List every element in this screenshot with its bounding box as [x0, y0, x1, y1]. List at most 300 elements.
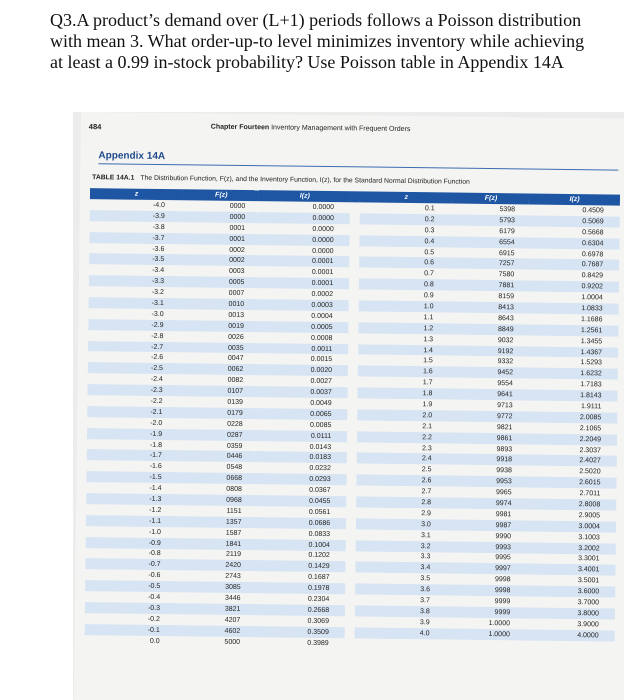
- row-gap-cell: [349, 246, 359, 257]
- right-iz-cell: 1.8143: [527, 390, 618, 402]
- right-fz-cell: 9861: [450, 432, 527, 444]
- row-gap-cell: [349, 257, 359, 268]
- right-iz-cell: 0.7687: [528, 259, 619, 271]
- left-iz-cell: 0.3509: [254, 626, 345, 638]
- right-z-cell: 1.2: [358, 322, 451, 334]
- left-z-cell: -1.1: [86, 515, 179, 527]
- right-iz-cell: 0.9202: [528, 281, 619, 293]
- left-fz-cell: 0668: [180, 472, 257, 484]
- left-fz-cell: 3446: [224, 594, 241, 602]
- left-fz-cell: 0003: [228, 268, 245, 276]
- left-iz-cell: 0.0011: [258, 343, 349, 355]
- right-z-cell: 1.9: [422, 401, 433, 409]
- left-iz-cell: 0.0000: [312, 225, 334, 233]
- left-iz-cell: 0.0001: [259, 256, 350, 268]
- left-z-cell: -3.2: [151, 288, 164, 297]
- left-z-cell: -2.8: [151, 332, 164, 340]
- left-fz-cell: 1151: [226, 507, 242, 515]
- right-iz-cell: 1.3455: [580, 337, 603, 346]
- left-iz-cell: 0.2304: [307, 595, 330, 604]
- left-iz-cell: 0.0005: [258, 321, 349, 333]
- row-gap-cell: [347, 464, 357, 475]
- left-fz-cell: 0808: [226, 485, 242, 494]
- right-z-cell: 2.8: [356, 496, 449, 508]
- row-gap-cell: [345, 605, 355, 616]
- row-gap-cell: [346, 551, 356, 562]
- left-z-cell: -3.7: [89, 232, 182, 244]
- left-fz-cell: 0062: [181, 364, 258, 376]
- right-fz-cell: 9990: [495, 532, 512, 540]
- left-iz-cell: 0.0065: [257, 408, 348, 420]
- left-fz-cell: 1587: [225, 529, 242, 537]
- left-fz-cell: 3821: [178, 603, 255, 615]
- right-iz-cell: 3.6000: [524, 586, 615, 598]
- left-fz-cell: 0179: [180, 407, 257, 419]
- left-fz-cell: 0019: [181, 320, 258, 332]
- row-gap-cell: [348, 366, 358, 377]
- row-gap-cell: [346, 529, 356, 540]
- right-fz-cell: 9995: [495, 554, 511, 562]
- left-z-cell: -0.3: [85, 602, 178, 614]
- right-z-cell: 1.5: [423, 357, 433, 365]
- running-header: [211, 124, 411, 133]
- appendix-rule: [98, 163, 618, 170]
- left-iz-cell: 0.0008: [310, 334, 333, 342]
- right-fz-cell: 1.0000: [447, 628, 524, 640]
- right-iz-cell: 1.2561: [528, 324, 619, 336]
- header-iz: I(z): [259, 190, 350, 202]
- row-gap-cell: [349, 279, 359, 290]
- right-fz-cell: 9938: [496, 467, 512, 475]
- row-gap-cell: [349, 268, 359, 279]
- right-fz-cell: 9032: [497, 336, 514, 344]
- right-iz-cell: 0.8429: [581, 272, 604, 280]
- left-fz-cell: 0548: [226, 464, 243, 472]
- right-iz-cell: 2.6015: [526, 477, 617, 489]
- row-gap-cell: [350, 235, 360, 246]
- right-z-cell: 2.2: [357, 431, 450, 443]
- right-fz-cell: 8413: [451, 302, 528, 314]
- left-iz-cell: 0.1004: [255, 539, 346, 551]
- right-iz-cell: 2.0085: [526, 411, 617, 423]
- left-fz-cell: 0002: [182, 255, 259, 267]
- left-iz-cell: 0.0455: [256, 495, 347, 507]
- right-iz-cell: 3.4001: [525, 564, 616, 576]
- right-iz-cell: 1.0833: [528, 302, 619, 314]
- table-body: [84, 199, 619, 652]
- row-gap-cell: [348, 355, 358, 366]
- right-fz-cell: 9974: [449, 498, 526, 510]
- right-z-cell: 0.7: [424, 270, 434, 278]
- left-fz-cell: 0007: [228, 289, 245, 298]
- left-z-cell: -0.9: [86, 537, 179, 549]
- right-iz-cell: 2.8008: [525, 499, 616, 511]
- right-iz-cell: 1.1686: [581, 315, 603, 324]
- left-fz-cell: 4207: [224, 616, 241, 624]
- row-gap-cell: [346, 562, 356, 573]
- left-iz-cell: 0.0004: [311, 312, 333, 320]
- right-fz-cell: 6554: [452, 236, 529, 248]
- left-z-cell: -4.0: [152, 201, 166, 209]
- row-gap-cell: [347, 420, 357, 431]
- left-fz-cell: 0000: [229, 202, 246, 210]
- right-z-cell: 3.2: [355, 540, 448, 552]
- right-fz-cell: 7257: [452, 258, 529, 270]
- right-fz-cell: 9641: [450, 389, 527, 401]
- right-z-cell: 2.9: [421, 510, 432, 518]
- normal-distribution-table: [84, 188, 620, 652]
- row-gap-cell: [349, 322, 359, 333]
- appendix-title: Appendix 14A: [98, 150, 166, 163]
- left-z-cell: -1.3: [86, 493, 179, 505]
- left-iz-cell: 0.0183: [256, 452, 347, 464]
- right-z-cell: 1.1: [423, 314, 434, 322]
- right-z-cell: 2.0: [357, 409, 450, 421]
- right-fz-cell: 9993: [448, 541, 525, 553]
- left-z-cell: -3.5: [89, 254, 182, 266]
- left-iz-cell: 0.0000: [312, 203, 335, 212]
- right-iz-cell: 2.9005: [578, 511, 601, 520]
- header-iz: I(z): [529, 193, 620, 205]
- right-fz-cell: [447, 639, 524, 651]
- left-fz-cell: 0001: [182, 233, 259, 245]
- left-z-cell: -3.9: [90, 210, 183, 222]
- right-z-cell: 0.9: [423, 292, 434, 300]
- left-fz-cell: 0010: [182, 298, 259, 310]
- right-iz-cell: [524, 640, 615, 652]
- left-fz-cell: 0968: [179, 494, 256, 506]
- left-iz-cell: 0.0293: [256, 473, 347, 485]
- right-z-cell: 0.5: [424, 248, 435, 256]
- right-fz-cell: 9918: [450, 454, 527, 466]
- right-z-cell: 3.1: [420, 531, 431, 539]
- right-fz-cell: 9997: [448, 563, 525, 575]
- left-iz-cell: 0.0367: [309, 486, 331, 495]
- chapter-subtitle: Inventory Management with Frequent Orders: [271, 124, 411, 134]
- left-fz-cell: 5000: [224, 638, 241, 646]
- left-z-cell: -0.1: [85, 624, 178, 636]
- right-fz-cell: 9772: [450, 410, 527, 422]
- right-z-cell: 4.0: [354, 627, 447, 639]
- right-z-cell: 3.6: [355, 584, 448, 596]
- right-iz-cell: 1.7183: [580, 381, 602, 389]
- left-fz-cell: 0013: [228, 311, 245, 319]
- right-z-cell: 1.6: [358, 366, 451, 378]
- left-iz-cell: 0.0027: [310, 378, 332, 386]
- left-z-cell: -1.0: [148, 528, 162, 536]
- left-z-cell: -3.0: [151, 310, 164, 318]
- left-z-cell: -2.4: [150, 376, 163, 384]
- right-fz-cell: 9713: [497, 402, 513, 410]
- right-fz-cell: 7881: [452, 280, 529, 292]
- right-fz-cell: 9554: [497, 380, 513, 388]
- right-iz-cell: 3.2002: [525, 542, 616, 554]
- left-z-cell: -2.0: [150, 419, 163, 427]
- right-fz-cell: 8159: [498, 293, 515, 301]
- right-iz-cell: 0.5069: [529, 215, 620, 227]
- right-iz-cell: 1.6232: [527, 368, 618, 380]
- left-fz-cell: 0446: [180, 451, 257, 463]
- header-fz: F(z): [183, 189, 260, 201]
- table-caption: [92, 174, 470, 186]
- right-fz-cell: 9987: [449, 519, 526, 531]
- left-fz-cell: 2420: [178, 560, 255, 572]
- row-gap-cell: [348, 387, 358, 398]
- right-z-cell: 3.3: [420, 553, 431, 561]
- right-z-cell: 3.8: [355, 605, 448, 617]
- right-fz-cell: 7580: [498, 271, 515, 279]
- right-z-cell: 2.7: [421, 488, 432, 496]
- left-iz-cell: 0.1202: [308, 552, 330, 560]
- right-iz-cell: 1.5293: [580, 359, 603, 367]
- right-fz-cell: 9998: [448, 585, 525, 597]
- right-fz-cell: 9981: [495, 510, 512, 519]
- row-gap-cell: [346, 507, 356, 518]
- left-iz-cell: 0.0001: [311, 269, 334, 277]
- left-iz-cell: 0.0049: [310, 399, 332, 408]
- left-z-cell: -1.7: [87, 450, 180, 462]
- left-iz-cell: 0.0561: [308, 508, 331, 516]
- right-z-cell: 3.5: [420, 575, 431, 583]
- left-z-cell: -2.7: [88, 341, 181, 353]
- right-z-cell: [354, 638, 447, 650]
- left-iz-cell: 0.0000: [259, 234, 350, 246]
- table-label: TABLE 14A.1: [92, 174, 135, 182]
- row-gap-cell: [348, 398, 358, 409]
- right-iz-cell: 2.3037: [579, 446, 601, 454]
- row-gap-cell: [348, 333, 358, 344]
- left-z-cell: -3.4: [152, 267, 165, 275]
- right-iz-cell: 0.6978: [581, 250, 604, 258]
- right-z-cell: 1.3: [423, 335, 434, 343]
- right-iz-cell: 0.4509: [582, 207, 604, 215]
- left-z-cell: -0.5: [85, 580, 178, 592]
- right-z-cell: 0.4: [359, 235, 452, 247]
- right-z-cell: 3.4: [355, 562, 448, 574]
- left-iz-cell: 0.3069: [307, 617, 330, 625]
- right-iz-cell: 2.7011: [579, 490, 601, 498]
- header-gap: [350, 191, 360, 202]
- right-z-cell: 0.6: [359, 257, 452, 269]
- right-iz-cell: 0.5668: [582, 228, 604, 237]
- right-z-cell: 1.7: [422, 379, 433, 387]
- right-z-cell: 3.7: [420, 597, 430, 605]
- row-gap-cell: [346, 518, 356, 529]
- left-z-cell: -0.4: [148, 593, 161, 602]
- right-z-cell: 0.1: [424, 205, 435, 213]
- left-fz-cell: 0000: [183, 211, 260, 223]
- chapter-label: Chapter Fourteen: [210, 123, 270, 132]
- right-iz-cell: 3.0004: [525, 520, 616, 532]
- right-fz-cell: 6915: [498, 249, 515, 257]
- row-gap-cell: [345, 638, 355, 649]
- right-fz-cell: 1.0000: [488, 619, 511, 628]
- left-z-cell: -1.6: [149, 463, 162, 471]
- right-iz-cell: 3.5001: [577, 577, 600, 585]
- right-fz-cell: 9998: [494, 576, 511, 584]
- left-fz-cell: 1357: [179, 516, 256, 528]
- left-z-cell: -2.2: [150, 397, 163, 405]
- right-iz-cell: 1.0004: [581, 294, 603, 302]
- row-gap-cell: [347, 409, 357, 420]
- row-gap-cell: [347, 485, 357, 496]
- header-fz: F(z): [453, 193, 530, 205]
- left-z-cell: -2.5: [88, 362, 181, 374]
- left-iz-cell: 0.0002: [311, 290, 334, 299]
- right-z-cell: 1.4: [358, 344, 451, 356]
- row-gap-cell: [349, 300, 359, 311]
- textbook-photo: [73, 112, 624, 700]
- right-z-cell: 2.6: [356, 475, 449, 487]
- left-iz-cell: 0.0001: [258, 277, 349, 289]
- left-z-cell: -2.9: [88, 319, 181, 331]
- right-iz-cell: 2.1065: [579, 424, 602, 433]
- left-iz-cell: 0.0085: [309, 421, 332, 429]
- right-fz-cell: 9893: [496, 445, 513, 453]
- left-iz-cell: 0.0000: [259, 212, 350, 224]
- row-gap-cell: [350, 224, 360, 235]
- left-z-cell: -3.6: [152, 245, 165, 253]
- left-fz-cell: 0139: [227, 398, 243, 406]
- left-fz-cell: 0035: [181, 342, 258, 354]
- row-gap-cell: [350, 213, 360, 224]
- left-fz-cell: 0005: [182, 276, 259, 288]
- row-gap-cell: [345, 616, 355, 627]
- right-z-cell: 2.5: [421, 466, 432, 474]
- left-iz-cell: 0.1687: [308, 574, 330, 582]
- row-gap-cell: [345, 594, 355, 605]
- right-iz-cell: 1.9111: [581, 403, 602, 411]
- left-z-cell: -0.2: [147, 615, 160, 623]
- right-fz-cell: 9192: [451, 345, 528, 357]
- right-fz-cell: 9821: [496, 423, 513, 432]
- left-iz-cell: 0.0143: [309, 443, 332, 451]
- right-z-cell: 3.0: [356, 518, 449, 530]
- row-gap-cell: [350, 202, 360, 213]
- left-z-cell: -3.8: [152, 223, 165, 231]
- left-z-cell: -2.3: [88, 384, 181, 396]
- right-fz-cell: 5793: [452, 214, 529, 226]
- row-gap-cell: [347, 442, 357, 453]
- right-fz-cell: 5398: [499, 206, 516, 214]
- left-z-cell: -0.7: [85, 558, 178, 570]
- row-gap-cell: [345, 583, 355, 594]
- right-z-cell: 2.4: [356, 453, 449, 465]
- left-fz-cell: 0287: [180, 429, 257, 441]
- left-iz-cell: 0.1978: [255, 582, 346, 594]
- left-fz-cell: 1841: [179, 538, 256, 550]
- right-iz-cell: 2.4027: [526, 455, 617, 467]
- right-fz-cell: 8643: [498, 314, 514, 323]
- left-z-cell: -3.3: [89, 275, 182, 287]
- row-gap-cell: [347, 453, 357, 464]
- left-fz-cell: 0026: [228, 333, 244, 341]
- left-iz-cell: 0.0686: [255, 517, 346, 529]
- right-z-cell: 0.2: [359, 213, 452, 225]
- left-iz-cell: 0.2668: [254, 604, 345, 616]
- left-fz-cell: 0002: [229, 246, 245, 254]
- left-z-cell: -1.2: [149, 506, 162, 514]
- left-fz-cell: 0107: [181, 385, 258, 397]
- left-z-cell: -1.9: [87, 428, 180, 440]
- left-fz-cell: 3085: [178, 581, 255, 593]
- left-fz-cell: 0228: [227, 420, 243, 428]
- left-fz-cell: 0001: [229, 224, 246, 232]
- right-fz-cell: 9965: [495, 489, 512, 497]
- right-z-cell: 3.9: [419, 618, 430, 627]
- right-z-cell: 0.8: [359, 279, 452, 291]
- right-iz-cell: 2.2049: [526, 433, 617, 445]
- page-number: 484: [88, 122, 102, 132]
- right-fz-cell: 9999: [448, 606, 525, 618]
- header-z: z: [360, 191, 453, 203]
- left-fz-cell: 0082: [227, 376, 244, 385]
- left-z-cell: -1.5: [86, 471, 179, 483]
- left-fz-cell: 0047: [227, 355, 244, 363]
- right-fz-cell: 6179: [499, 227, 515, 236]
- left-iz-cell: 0.0000: [312, 247, 334, 255]
- right-fz-cell: 9332: [497, 358, 514, 366]
- right-iz-cell: 4.0000: [524, 629, 615, 641]
- left-iz-cell: 0.0111: [256, 430, 347, 442]
- left-z-cell: -2.6: [150, 354, 164, 362]
- row-gap-cell: [346, 496, 356, 507]
- row-gap-cell: [347, 431, 357, 442]
- left-z-cell: -0.6: [148, 572, 161, 580]
- left-iz-cell: 0.0037: [257, 386, 348, 398]
- row-gap-cell: [345, 627, 355, 638]
- right-iz-cell: 3.1003: [578, 533, 600, 542]
- left-iz-cell: 0.0232: [309, 465, 331, 473]
- question-text: Q3.A product’s demand over (L+1) periods follows a Poisson distribution with mean 3. What order-up-to level minimizes inventory while achieving at least a 0.99 in-stock probability? Use Poisson table in Appendix 14A: [50, 10, 585, 72]
- right-z-cell: 2.3: [421, 444, 432, 452]
- left-z-cell: -3.1: [89, 297, 182, 309]
- right-iz-cell: 3.9000: [577, 620, 599, 629]
- right-z-cell: 0.3: [424, 226, 435, 235]
- right-iz-cell: 2.5020: [579, 468, 601, 476]
- right-z-cell: 2.1: [422, 422, 433, 431]
- right-iz-cell: 3.7000: [577, 599, 600, 607]
- left-fz-cell: 4602: [178, 625, 255, 637]
- row-gap-cell: [348, 344, 358, 355]
- left-iz-cell: 0.0833: [308, 530, 331, 538]
- left-iz-cell: 0.0015: [310, 356, 333, 364]
- row-gap-cell: [345, 573, 355, 584]
- row-gap-cell: [348, 377, 358, 388]
- right-iz-cell: 0.6304: [529, 237, 620, 249]
- right-fz-cell: 9452: [451, 367, 528, 379]
- header-z: z: [90, 188, 183, 200]
- left-z-cell: -0.8: [148, 550, 161, 558]
- left-iz-cell: 0.3989: [307, 639, 329, 647]
- left-iz-cell: 0.0003: [258, 299, 349, 311]
- right-z-cell: 1.8: [357, 388, 450, 400]
- left-fz-cell: 2119: [225, 551, 242, 559]
- table-caption-text: The Distribution Function, F(z), and the Inventory Function, I(z), for the Standard Normal Distribution Function: [140, 174, 470, 186]
- left-z-cell: -2.1: [87, 406, 180, 418]
- right-fz-cell: 9999: [494, 598, 511, 606]
- row-gap-cell: [347, 475, 357, 486]
- right-iz-cell: 3.8000: [524, 607, 615, 619]
- right-iz-cell: 3.3001: [578, 555, 600, 563]
- right-z-cell: 1.0: [358, 300, 451, 312]
- left-fz-cell: 2743: [225, 573, 241, 581]
- row-gap-cell: [346, 540, 356, 551]
- row-gap-cell: [349, 289, 359, 300]
- right-iz-cell: 1.4367: [527, 346, 618, 358]
- left-z-cell: -1.8: [149, 441, 163, 449]
- right-fz-cell: 9953: [449, 476, 526, 488]
